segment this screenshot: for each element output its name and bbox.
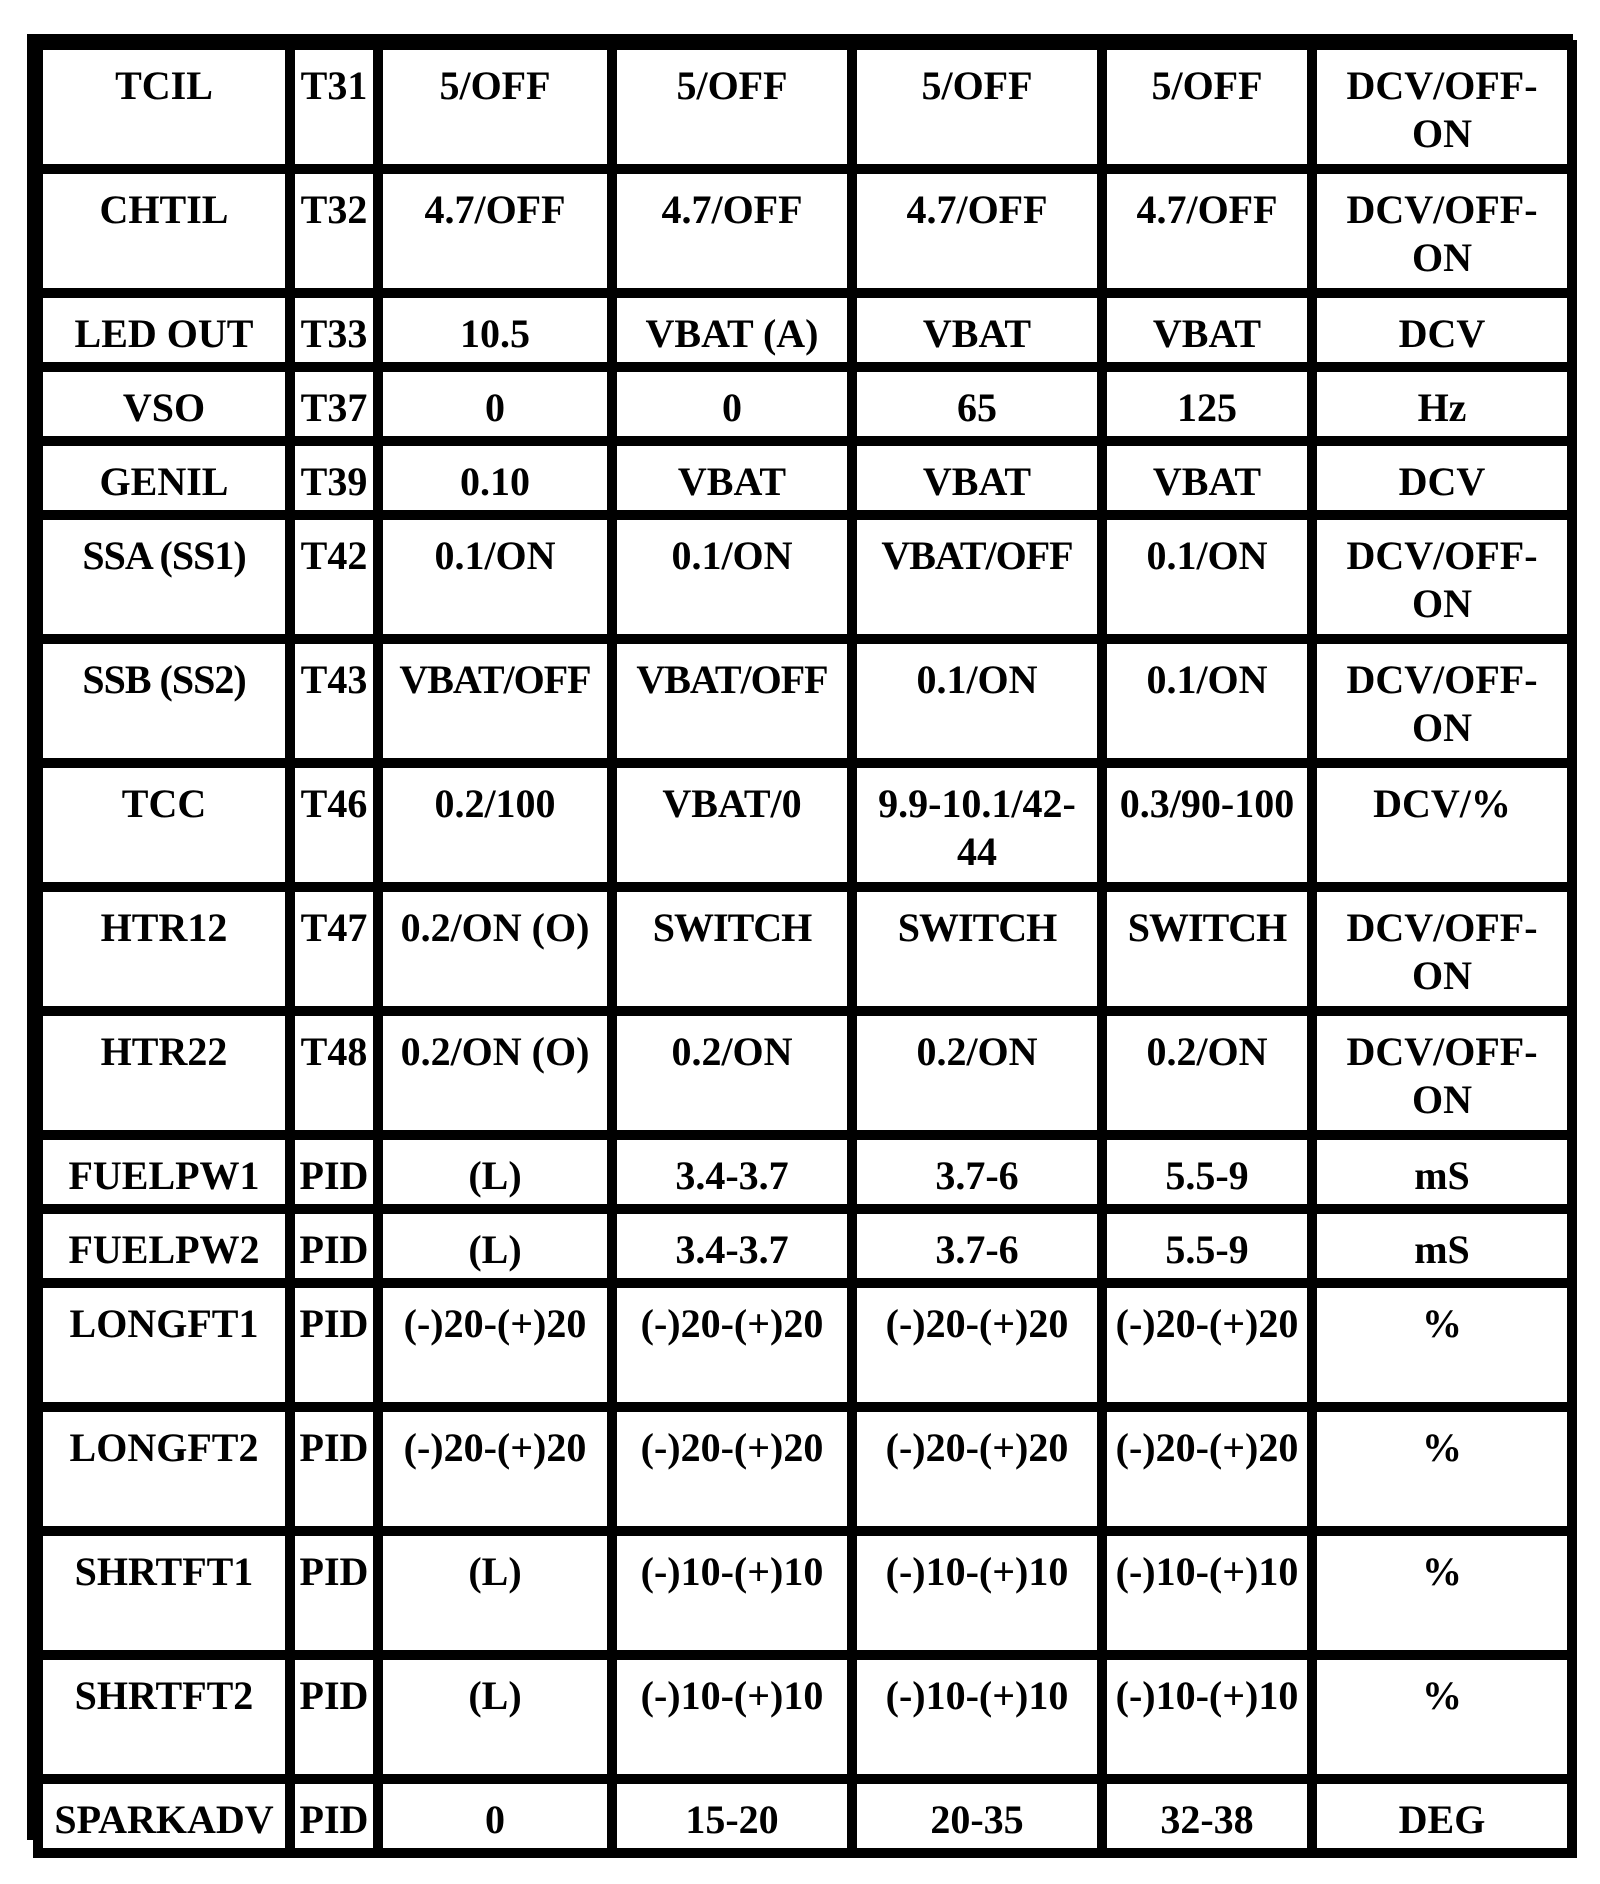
signal-name-cell: TCIL bbox=[38, 45, 290, 169]
unit-cell: % bbox=[1312, 1283, 1572, 1407]
unit-cell: mS bbox=[1312, 1209, 1572, 1283]
table-row bbox=[38, 441, 1572, 515]
unit-cell: DCV bbox=[1312, 441, 1572, 515]
value-cell-1: 0.2/100 bbox=[378, 763, 612, 887]
value-cell-2: 4.7/OFF bbox=[612, 169, 852, 293]
unit-cell: DCV/OFF-ON bbox=[1312, 169, 1572, 293]
value-cell-1: 0 bbox=[378, 1779, 612, 1853]
value-cell-1: (L) bbox=[378, 1531, 612, 1655]
value-cell-2: (-)20-(+)20 bbox=[612, 1283, 852, 1407]
value-cell-4: 5.5-9 bbox=[1102, 1209, 1312, 1283]
value-cell-1: 0 bbox=[378, 367, 612, 441]
signal-name-cell: LONGFT2 bbox=[38, 1407, 290, 1531]
table-row bbox=[38, 515, 1572, 639]
value-cell-4: 4.7/OFF bbox=[1102, 169, 1312, 293]
diagnostic-values-table bbox=[33, 40, 1577, 1858]
value-cell-1: (L) bbox=[378, 1655, 612, 1779]
value-cell-2: 5/OFF bbox=[612, 45, 852, 169]
signal-name-cell: SHRTFT1 bbox=[38, 1531, 290, 1655]
value-cell-4: 0.2/ON bbox=[1102, 1011, 1312, 1135]
value-cell-1: 0.10 bbox=[378, 441, 612, 515]
value-cell-4: 0.1/ON bbox=[1102, 515, 1312, 639]
value-cell-3: 3.7-6 bbox=[852, 1135, 1102, 1209]
value-cell-1: 4.7/OFF bbox=[378, 169, 612, 293]
value-cell-3: VBAT bbox=[852, 293, 1102, 367]
value-cell-2: 3.4-3.7 bbox=[612, 1135, 852, 1209]
table-row bbox=[38, 367, 1572, 441]
value-cell-4: 0.3/90-100 bbox=[1102, 763, 1312, 887]
table-row bbox=[38, 1135, 1572, 1209]
terminal-cell: PID bbox=[290, 1779, 378, 1853]
value-cell-4: VBAT bbox=[1102, 441, 1312, 515]
signal-name-cell: FUELPW1 bbox=[38, 1135, 290, 1209]
unit-cell: % bbox=[1312, 1407, 1572, 1531]
value-cell-4: SWITCH bbox=[1102, 887, 1312, 1011]
value-cell-2: 3.4-3.7 bbox=[612, 1209, 852, 1283]
value-cell-2: VBAT/0 bbox=[612, 763, 852, 887]
value-cell-2: (-)10-(+)10 bbox=[612, 1655, 852, 1779]
unit-cell: DCV/OFF-ON bbox=[1312, 1011, 1572, 1135]
value-cell-2: SWITCH bbox=[612, 887, 852, 1011]
value-cell-4: 0.1/ON bbox=[1102, 639, 1312, 763]
terminal-cell: PID bbox=[290, 1209, 378, 1283]
value-cell-3: 5/OFF bbox=[852, 45, 1102, 169]
signal-name-cell: CHTIL bbox=[38, 169, 290, 293]
value-cell-4: (-)10-(+)10 bbox=[1102, 1655, 1312, 1779]
table-row bbox=[38, 1779, 1572, 1853]
value-cell-4: (-)20-(+)20 bbox=[1102, 1283, 1312, 1407]
value-cell-2: VBAT/OFF bbox=[612, 639, 852, 763]
value-cell-2: 0.2/ON bbox=[612, 1011, 852, 1135]
signal-name-cell: SPARKADV bbox=[38, 1779, 290, 1853]
value-cell-3: (-)10-(+)10 bbox=[852, 1531, 1102, 1655]
signal-name-cell: HTR22 bbox=[38, 1011, 290, 1135]
table-row bbox=[38, 1209, 1572, 1283]
table-row bbox=[38, 1011, 1572, 1135]
unit-cell: Hz bbox=[1312, 367, 1572, 441]
value-cell-3: (-)10-(+)10 bbox=[852, 1655, 1102, 1779]
value-cell-3: VBAT/OFF bbox=[852, 515, 1102, 639]
value-cell-3: 20-35 bbox=[852, 1779, 1102, 1853]
terminal-cell: T46 bbox=[290, 763, 378, 887]
table-row bbox=[38, 1531, 1572, 1655]
value-cell-3: 3.7-6 bbox=[852, 1209, 1102, 1283]
diagnostic-table-frame bbox=[27, 34, 1573, 1840]
table-row bbox=[38, 639, 1572, 763]
unit-cell: DCV/OFF-ON bbox=[1312, 45, 1572, 169]
value-cell-2: (-)20-(+)20 bbox=[612, 1407, 852, 1531]
table-row bbox=[38, 1283, 1572, 1407]
terminal-cell: PID bbox=[290, 1407, 378, 1531]
table-row bbox=[38, 763, 1572, 887]
value-cell-4: (-)10-(+)10 bbox=[1102, 1531, 1312, 1655]
signal-name-cell: TCC bbox=[38, 763, 290, 887]
unit-cell: DCV/OFF-ON bbox=[1312, 887, 1572, 1011]
terminal-cell: T31 bbox=[290, 45, 378, 169]
value-cell-1: (L) bbox=[378, 1135, 612, 1209]
value-cell-1: 5/OFF bbox=[378, 45, 612, 169]
value-cell-3: VBAT bbox=[852, 441, 1102, 515]
terminal-cell: T37 bbox=[290, 367, 378, 441]
table-row bbox=[38, 1655, 1572, 1779]
terminal-cell: PID bbox=[290, 1531, 378, 1655]
value-cell-2: (-)10-(+)10 bbox=[612, 1531, 852, 1655]
value-cell-1: (-)20-(+)20 bbox=[378, 1407, 612, 1531]
value-cell-1: (L) bbox=[378, 1209, 612, 1283]
table-row bbox=[38, 169, 1572, 293]
value-cell-2: 15-20 bbox=[612, 1779, 852, 1853]
value-cell-3: 0.2/ON bbox=[852, 1011, 1102, 1135]
terminal-cell: T42 bbox=[290, 515, 378, 639]
signal-name-cell: SSA (SS1) bbox=[38, 515, 290, 639]
signal-name-cell: SSB (SS2) bbox=[38, 639, 290, 763]
value-cell-2: VBAT bbox=[612, 441, 852, 515]
unit-cell: mS bbox=[1312, 1135, 1572, 1209]
terminal-cell: T39 bbox=[290, 441, 378, 515]
unit-cell: % bbox=[1312, 1531, 1572, 1655]
unit-cell: DCV bbox=[1312, 293, 1572, 367]
terminal-cell: T47 bbox=[290, 887, 378, 1011]
terminal-cell: T43 bbox=[290, 639, 378, 763]
value-cell-4: 125 bbox=[1102, 367, 1312, 441]
value-cell-4: VBAT bbox=[1102, 293, 1312, 367]
signal-name-cell: VSO bbox=[38, 367, 290, 441]
value-cell-4: 32-38 bbox=[1102, 1779, 1312, 1853]
terminal-cell: PID bbox=[290, 1283, 378, 1407]
unit-cell: DCV/% bbox=[1312, 763, 1572, 887]
value-cell-3: (-)20-(+)20 bbox=[852, 1407, 1102, 1531]
table-row bbox=[38, 293, 1572, 367]
value-cell-3: 9.9-10.1/42-44 bbox=[852, 763, 1102, 887]
value-cell-1: (-)20-(+)20 bbox=[378, 1283, 612, 1407]
value-cell-2: 0.1/ON bbox=[612, 515, 852, 639]
unit-cell: % bbox=[1312, 1655, 1572, 1779]
terminal-cell: T32 bbox=[290, 169, 378, 293]
signal-name-cell: FUELPW2 bbox=[38, 1209, 290, 1283]
unit-cell: DEG bbox=[1312, 1779, 1572, 1853]
signal-name-cell: SHRTFT2 bbox=[38, 1655, 290, 1779]
value-cell-3: (-)20-(+)20 bbox=[852, 1283, 1102, 1407]
value-cell-2: 0 bbox=[612, 367, 852, 441]
value-cell-1: 0.2/ON (O) bbox=[378, 1011, 612, 1135]
value-cell-3: 65 bbox=[852, 367, 1102, 441]
value-cell-3: 0.1/ON bbox=[852, 639, 1102, 763]
terminal-cell: T33 bbox=[290, 293, 378, 367]
table-body bbox=[38, 45, 1572, 1853]
value-cell-1: 0.2/ON (O) bbox=[378, 887, 612, 1011]
value-cell-2: VBAT (A) bbox=[612, 293, 852, 367]
table-row bbox=[38, 45, 1572, 169]
unit-cell: DCV/OFF-ON bbox=[1312, 515, 1572, 639]
terminal-cell: T48 bbox=[290, 1011, 378, 1135]
signal-name-cell: LED OUT bbox=[38, 293, 290, 367]
value-cell-3: 4.7/OFF bbox=[852, 169, 1102, 293]
value-cell-1: VBAT/OFF bbox=[378, 639, 612, 763]
value-cell-4: 5/OFF bbox=[1102, 45, 1312, 169]
value-cell-4: 5.5-9 bbox=[1102, 1135, 1312, 1209]
value-cell-1: 10.5 bbox=[378, 293, 612, 367]
table-row bbox=[38, 1407, 1572, 1531]
signal-name-cell: LONGFT1 bbox=[38, 1283, 290, 1407]
value-cell-1: 0.1/ON bbox=[378, 515, 612, 639]
value-cell-4: (-)20-(+)20 bbox=[1102, 1407, 1312, 1531]
value-cell-3: SWITCH bbox=[852, 887, 1102, 1011]
signal-name-cell: GENIL bbox=[38, 441, 290, 515]
unit-cell: DCV/OFF-ON bbox=[1312, 639, 1572, 763]
terminal-cell: PID bbox=[290, 1135, 378, 1209]
terminal-cell: PID bbox=[290, 1655, 378, 1779]
table-row bbox=[38, 887, 1572, 1011]
signal-name-cell: HTR12 bbox=[38, 887, 290, 1011]
